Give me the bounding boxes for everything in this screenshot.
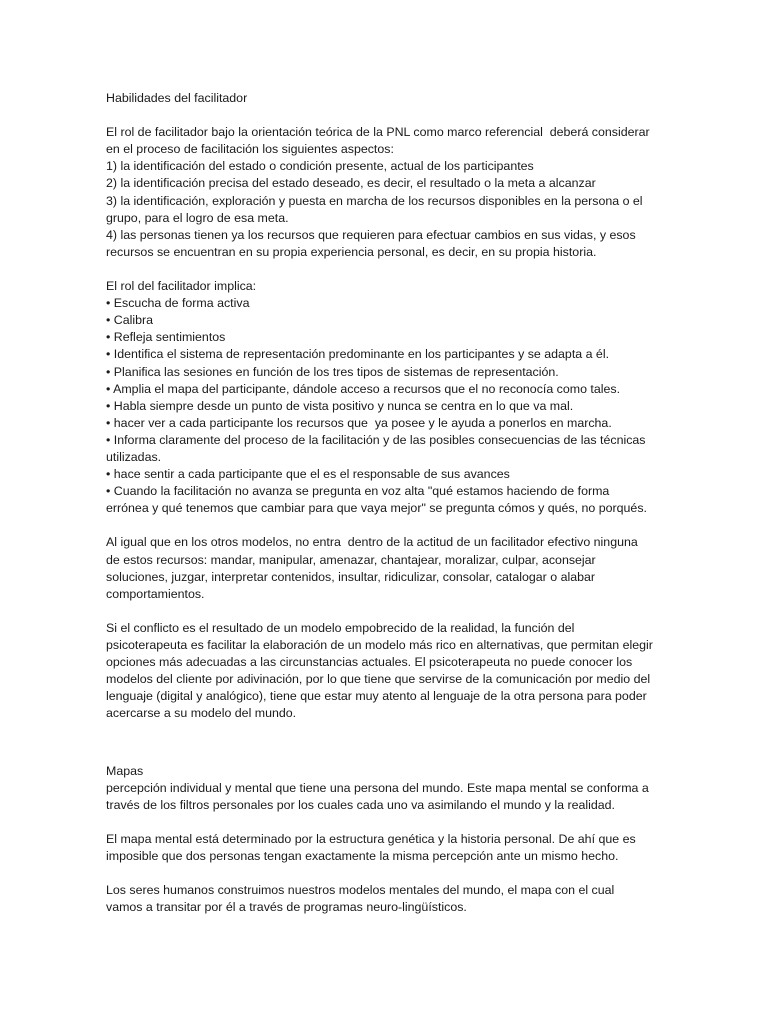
bullet-item: • Habla siempre desde un punto de vista positivo y nunca se centra en lo que va mal. [106, 398, 574, 413]
bullet-item: • Amplia el mapa del participante, dándole acceso a recursos que el no reconocía como tales. [106, 381, 621, 396]
list-item: 2) la identificación precisa del estado deseado, es decir, el resultado o la meta a alcanzar [106, 176, 596, 191]
bullet-item: • hacer ver a cada participante los recursos que ya posee y le ayuda a ponerlos en marcha. [106, 415, 612, 430]
bullet-item: • Calibra [106, 313, 154, 328]
section-heading: El rol del facilitador implica: [106, 279, 257, 294]
text-line: El mapa mental está determinado por la estructura genética y la historia personal. De ahí que es [106, 831, 636, 846]
spacer [106, 517, 666, 534]
text-line: través de los filtros personales por los cuales cada uno va asimilando el mundo y la realidad. [106, 797, 615, 812]
rol-section [106, 278, 666, 517]
text-line: comportamientos. [106, 586, 205, 601]
spacer [106, 107, 666, 124]
bullet-item: utilizadas. [106, 449, 162, 464]
text-line: soluciones, juzgar, interpretar contenidos, insultar, ridiculizar, consolar, catalogar o alabar [106, 569, 596, 584]
text-line: modelos del cliente por adivinación, por lo que tiene que servirse de la comunicación por medio del [106, 672, 651, 687]
text-line: lenguaje (digital y analógico), tiene que estar muy atento al lenguaje de la otra persona para poder [106, 689, 647, 704]
text-line: acercarse a su modelo del mundo. [106, 706, 297, 721]
list-item: recursos se encuentran en su propia experiencia personal, es decir, en su propia historia. [106, 244, 597, 259]
spacer [106, 865, 666, 882]
text-line: Si el conflicto es el resultado de un modelo empobrecido de la realidad, la función del [106, 620, 575, 635]
text-line: vamos a transitar por él a través de programas neuro-lingüísticos. [106, 900, 467, 915]
conflicto-paragraph [106, 620, 666, 723]
seres-humanos-paragraph [106, 882, 666, 916]
bullet-item: errónea y qué tenemos que cambiar para que vaya mejor" se pregunta cómos y qués, no porqués. [106, 501, 647, 516]
list-item: 1) la identificación del estado o condición presente, actual de los participantes [106, 159, 534, 174]
list-item: 4) las personas tienen ya los recursos que requieren para efectuar cambios en sus vidas, y esos [106, 227, 636, 242]
text-line: percepción individual y mental que tiene una persona del mundo. Este mapa mental se conforma a [106, 780, 649, 795]
bullet-item: • Cuando la facilitación no avanza se pregunta en voz alta "qué estamos haciendo de forma [106, 484, 610, 499]
text-line: psicoterapeuta es facilitar la elaboración de un modelo más rico en alternativas, que permitan elegir [106, 638, 653, 652]
bullet-item: • Identifica el sistema de representación predominante en los participantes y se adapta a él. [106, 347, 610, 362]
bullet-item: • Planifica las sesiones en función de los tres tipos de sistemas de representación. [106, 364, 559, 379]
text-line: Al igual que en los otros modelos, no entra dentro de la actitud de un facilitador efectivo ninguna [106, 535, 638, 550]
bullet-item: • hace sentir a cada participante que el es el responsable de sus avances [106, 467, 510, 482]
spacer [106, 722, 666, 739]
intro-paragraph [106, 124, 666, 261]
text-line: El rol de facilitador bajo la orientación teórica de la PNL como marco referencial deberá considerar [106, 125, 650, 140]
text-line: opciones más adecuadas a las circunstancias actuales. El psicoterapeuta no puede conocer los [106, 655, 633, 670]
page-title: Habilidades del facilitador [106, 91, 248, 105]
list-item: 3) la identificación, exploración y puesta en marcha de los recursos disponibles en la persona o el [106, 193, 643, 208]
spacer [106, 740, 666, 763]
list-item: grupo, para el logro de esa meta. [106, 210, 289, 225]
text-line: Los seres humanos construimos nuestros modelos mentales del mundo, el mapa con el cual [106, 883, 615, 898]
section-heading: Mapas [106, 763, 144, 778]
text-line: en el proceso de facilitación los siguientes aspectos: [106, 142, 394, 157]
mapa-mental-paragraph [106, 831, 666, 865]
document-page [106, 90, 666, 916]
bullet-item: • Escucha de forma activa [106, 296, 250, 311]
spacer [106, 261, 666, 278]
text-line: de estos recursos: mandar, manipular, amenazar, chantajear, moralizar, culpar, aconsejar [106, 552, 596, 567]
text-line: imposible que dos personas tengan exactamente la misma percepción ante un mismo hecho. [106, 849, 619, 864]
spacer [106, 603, 666, 620]
mapas-section [106, 763, 666, 814]
otros-modelos-paragraph [106, 534, 666, 602]
spacer [106, 814, 666, 831]
bullet-item: • Informa claramente del proceso de la facilitación y de las posibles consecuencias de las técnicas [106, 432, 646, 447]
bullet-item: • Refleja sentimientos [106, 330, 226, 345]
